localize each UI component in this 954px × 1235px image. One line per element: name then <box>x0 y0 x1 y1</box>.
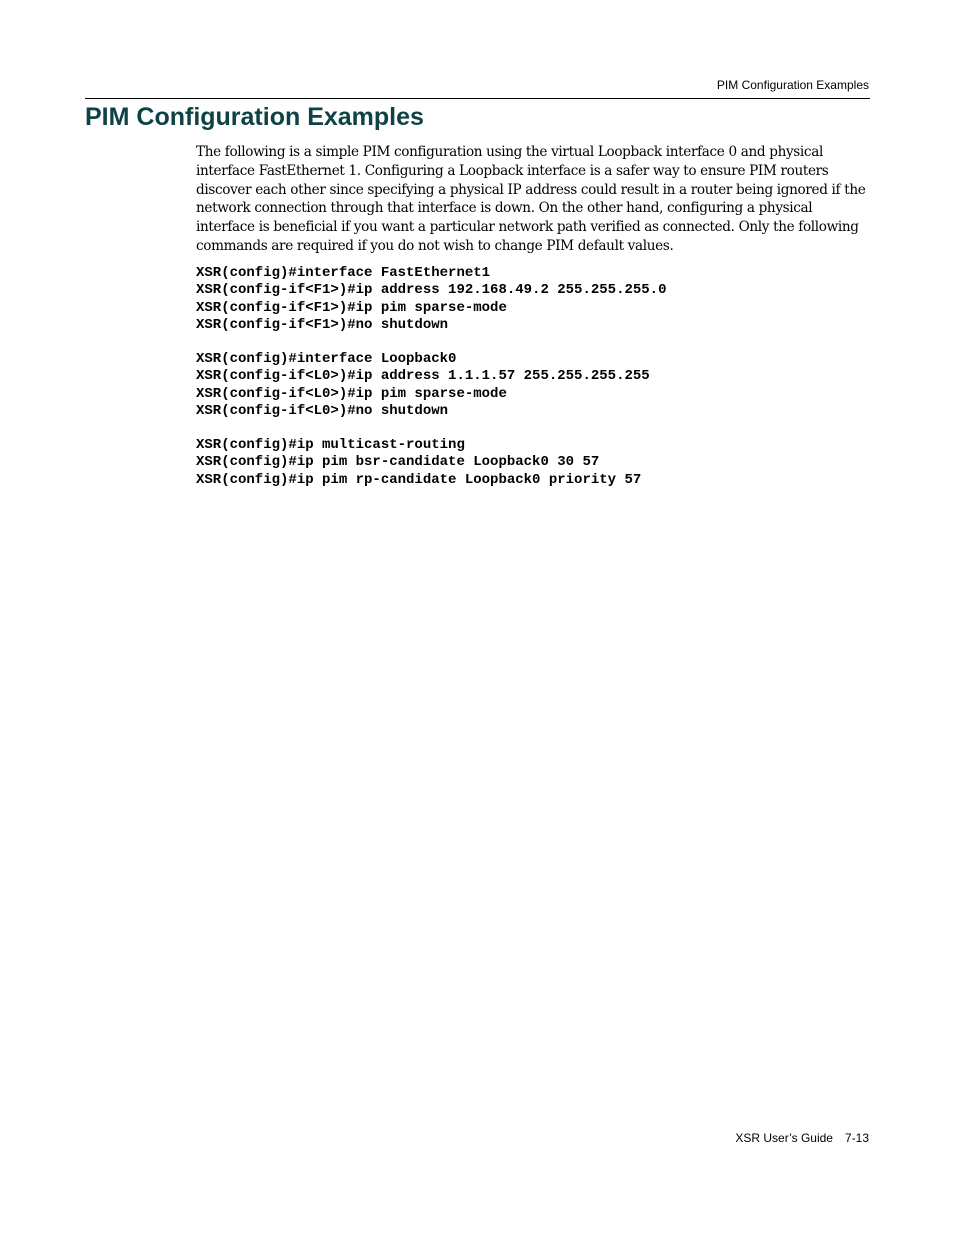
code-line: XSR(config-if<F1>)#no shutdown <box>196 316 449 333</box>
code-line: XSR(config-if<F1>)#ip pim sparse-mode <box>196 299 507 316</box>
code-line: XSR(config-if<F1>)#ip address 192.168.49.2 255.255.255.0 <box>196 282 667 299</box>
code-line: XSR(config)#ip multicast-routing <box>196 437 465 453</box>
code-line: XSR(config-if<L0>)#no shutdown <box>196 402 449 419</box>
code-block-loopback <box>196 351 650 420</box>
intro-paragraph: The following is a simple PIM configuration using the virtual Loopback interface 0 and physical interface FastEthernet 1. Configuring a Loopback interface is a safer way to ensure PIM routers discover each other since specifying a physical IP address could result in a router being ignored if the network connection through that interface is down. On the other hand, configuring a physical interface is beneficial if you want a particular network path verified as connected. Only the following commands are required if you do not wish to change PIM default values. <box>196 144 866 254</box>
section-title: PIM Configuration Examples <box>85 103 424 131</box>
code-block-multicast <box>196 437 641 489</box>
header-rule <box>85 98 870 99</box>
code-line: XSR(config)#ip pim rp-candidate Loopback0 priority 57 <box>196 471 642 488</box>
code-line: XSR(config-if<L0>)#ip pim sparse-mode <box>196 385 507 402</box>
running-footer <box>735 1131 869 1145</box>
running-header: PIM Configuration Examples <box>716 78 869 92</box>
code-line: XSR(config)#ip pim bsr-candidate Loopback0 30 57 <box>196 454 600 471</box>
footer-page-number: 7-13 <box>844 1131 869 1145</box>
code-line: XSR(config)#interface Loopback0 <box>196 351 457 367</box>
code-line: XSR(config-if<L0>)#ip address 1.1.1.57 255.255.255.255 <box>196 368 650 385</box>
code-block-fastethernet <box>196 265 666 334</box>
footer-guide-name: XSR User’s Guide <box>735 1131 833 1145</box>
code-line: XSR(config)#interface FastEthernet1 <box>196 265 491 281</box>
